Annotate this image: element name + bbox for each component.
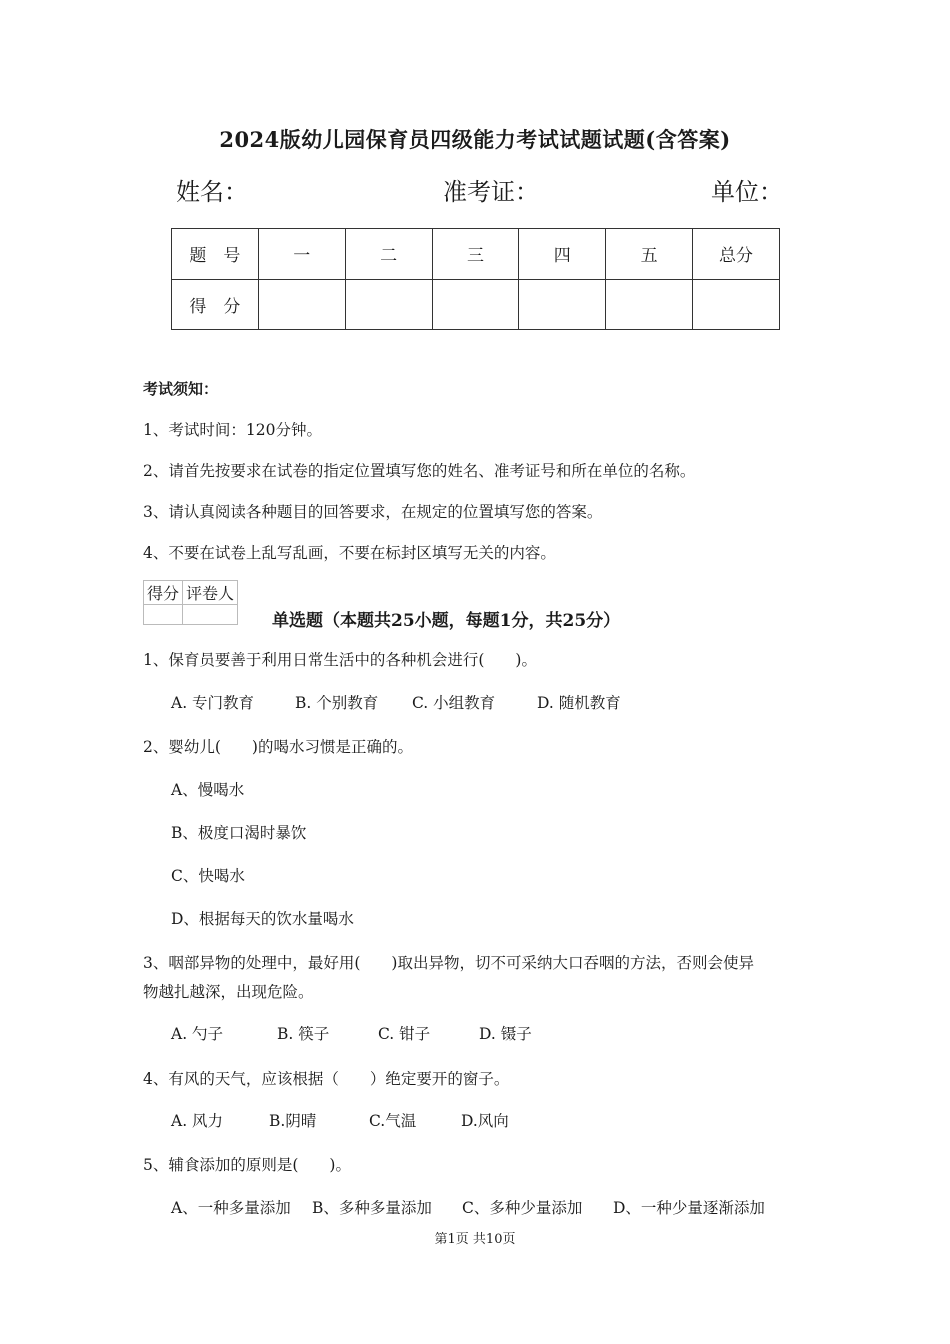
- score-header-cell: 四: [519, 229, 606, 280]
- score-table-header-row: [172, 229, 780, 280]
- option: D. 随机教育: [537, 694, 621, 712]
- option: B.阴晴: [269, 1112, 317, 1130]
- notice-item: 1、考试时间：120分钟。: [143, 421, 322, 439]
- option: A、慢喝水: [171, 781, 245, 799]
- question-stem: 1、保育员要善于利用日常生活中的各种机会进行( )。: [143, 651, 537, 669]
- score-header-cell: 三: [432, 229, 519, 280]
- score-cell: [693, 279, 780, 330]
- question-options: [171, 1196, 765, 1218]
- option: D.风向: [461, 1112, 509, 1130]
- option: B、多种多量添加: [312, 1199, 432, 1217]
- option: C. 小组教育: [412, 694, 496, 712]
- grader-score-label: 得分: [144, 581, 183, 605]
- score-cell: [606, 279, 693, 330]
- option: A. 风力: [171, 1112, 224, 1130]
- score-header-cell: 二: [345, 229, 432, 280]
- notice-item: 2、请首先按要求在试卷的指定位置填写您的姓名、准考证号和所在单位的名称。: [143, 462, 696, 480]
- notice-item: 3、请认真阅读各种题目的回答要求，在规定的位置填写您的答案。: [143, 503, 603, 521]
- score-header-cell: 总分: [693, 229, 780, 280]
- question-options: [171, 1109, 509, 1131]
- question-stem: 5、辅食添加的原则是( )。: [143, 1156, 351, 1174]
- grader-score-cell: [144, 605, 183, 625]
- score-cell: [345, 279, 432, 330]
- option: C. 钳子: [378, 1025, 431, 1043]
- notice-title: 考试须知：: [143, 380, 219, 398]
- score-header-cell: 题 号: [172, 229, 259, 280]
- score-table-score-row: [172, 279, 780, 330]
- option: B. 个别教育: [295, 694, 379, 712]
- section-heading: 单选题（本题共25小题，每题1分，共25分）: [272, 611, 621, 631]
- score-cell: [258, 279, 345, 330]
- notice-item: 4、不要在试卷上乱写乱画，不要在标封区填写无关的内容。: [143, 544, 556, 562]
- question-options: [171, 1022, 532, 1044]
- option: D、根据每天的饮水量喝水: [171, 910, 354, 928]
- score-cell: [519, 279, 606, 330]
- question-stem: 4、有风的天气，应该根据（ ）绝定要开的窗子。: [143, 1070, 510, 1088]
- score-table: [171, 228, 780, 330]
- question-stem: 3、咽部异物的处理中，最好用( )取出异物，切不可采纳大口吞咽的方法，否则会使异: [143, 954, 754, 972]
- option: C、多种少量添加: [462, 1199, 583, 1217]
- option: D、一种少量逐渐添加: [613, 1199, 765, 1217]
- name-label: 姓名：: [176, 178, 248, 206]
- option: A. 专门教育: [171, 694, 255, 712]
- option: B、极度口渴时暴饮: [171, 824, 307, 842]
- page-footer: 第1页 共10页: [434, 1232, 516, 1247]
- option: D. 镊子: [479, 1025, 532, 1043]
- page-title: 2024版幼儿园保育员四级能力考试试题试题(含答案): [219, 127, 731, 152]
- grader-name-label: 评卷人: [183, 581, 238, 605]
- option: C.气温: [369, 1112, 417, 1130]
- grader-box: [143, 580, 238, 625]
- question-options: [171, 691, 621, 713]
- score-header-cell: 一: [258, 229, 345, 280]
- score-header-cell: 五: [606, 229, 693, 280]
- question-stem-continued: 物越扎越深，出现危险。: [143, 983, 314, 1001]
- question-stem: 2、婴幼儿( )的喝水习惯是正确的。: [143, 738, 413, 756]
- option: B. 筷子: [277, 1025, 330, 1043]
- option: C、快喝水: [171, 867, 245, 885]
- grader-name-cell: [183, 605, 238, 625]
- score-row-label: 得 分: [172, 279, 259, 330]
- exam-id-label: 准考证：: [443, 178, 539, 206]
- option: A. 勺子: [171, 1025, 224, 1043]
- score-cell: [432, 279, 519, 330]
- unit-label: 单位：: [711, 178, 783, 206]
- option: A、一种多量添加: [171, 1199, 291, 1217]
